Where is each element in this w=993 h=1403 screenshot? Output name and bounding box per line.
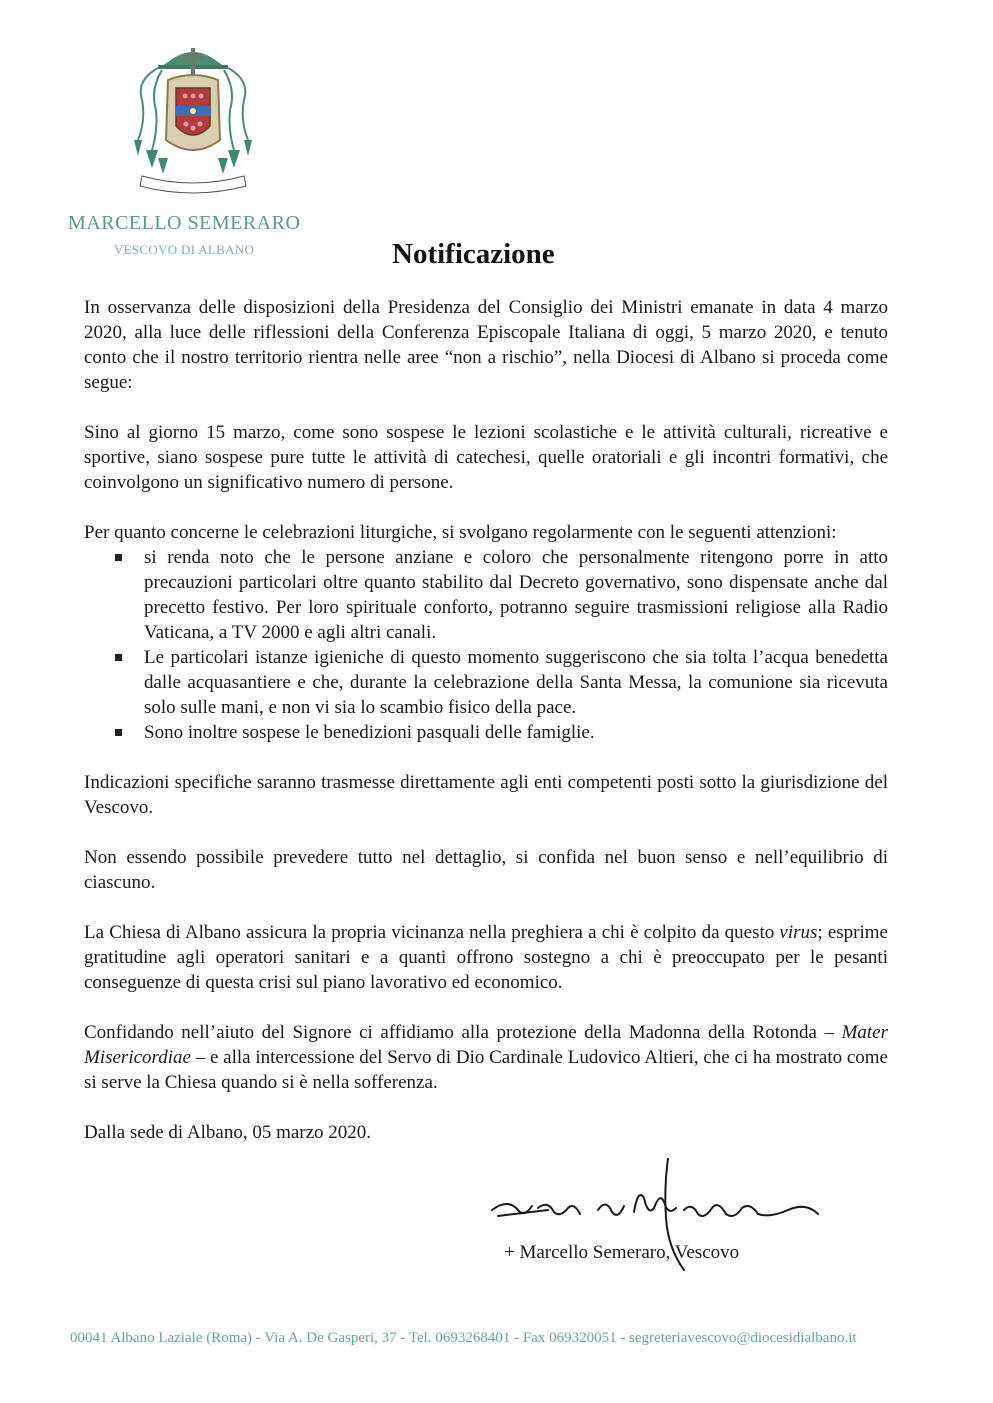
paragraph-text: Confidando nell’aiuto del Signore ci affidiamo alla protezione della Madonna della Rotonda – — [84, 1022, 842, 1043]
paragraph-text: – e alla intercessione del Servo di Dio Cardinale Ludovico Altieri, che ci ha mostrato come si serve la Chiesa quando si è nella sofferenza. — [84, 1047, 888, 1093]
document-title: Notificazione — [392, 238, 555, 270]
list-item — [84, 645, 888, 720]
sender-name: MARCELLO SEMERARO — [68, 212, 301, 234]
bullet-icon — [115, 554, 122, 561]
paragraph-suspension: Sino al giorno 15 marzo, come sono sospese le lezioni scolastiche e le attività culturali, ricreative e sportive, siano sospese pure tutte le attività di catechesi, quelle oratoriali e gli incontri formativi, che coinvolgono un significativo numero di persone. — [84, 422, 888, 493]
document-body — [84, 295, 888, 1170]
paragraph-intro: In osservanza delle disposizioni della Presidenza del Consiglio dei Ministri emanate in data 4 marzo 2020, alla luce delle riflessioni della Conferenza Episcopale Italiana di oggi, 5 marzo 2020, e tenuto conto che il nostro territorio rientra nelle aree “non a rischio”, nella Diocesi di Albano si proceda come segue: — [84, 297, 888, 393]
paragraph-indicazioni: Indicazioni specifiche saranno trasmesse direttamente agli enti competenti posti sotto la giurisdizione del Vescovo. — [84, 772, 888, 818]
list-item-text: si renda noto che le persone anziane e coloro che personalmente ritengono porre in atto precauzioni particolari oltre quanto stabilito dal Decreto governativo, sono dispensate anche dal precetto festivo. Per loro spirituale conforto, potranno seguire trasmissioni religiose alla Radio Vaticana, a TV 2000 e agli altri canali. — [144, 547, 888, 643]
list-item — [84, 545, 888, 645]
signer-name: + Marcello Semeraro, Vescovo — [504, 1242, 740, 1263]
date-line: Dalla sede di Albano, 05 marzo 2020. — [84, 1122, 372, 1143]
paragraph-chiesa — [84, 920, 888, 995]
paragraph-liturgy: Per quanto concerne le celebrazioni liturgiche, si svolgano regolarmente con le seguenti attenzioni: — [84, 522, 837, 543]
paragraph-text: ; esprime gratitudine agli operatori sanitari e a quanti offrono sostegno a chi è preoccupato per le pesanti conseguenze di questa crisi sul piano lavorativo ed economico. — [84, 922, 888, 993]
footer-address: 00041 Albano Laziale (Roma) - Via A. De Gasperi, 37 - Tel. 0693268401 - Fax 069320051 - segreteriavescovo@diocesidialbano.it — [70, 1330, 857, 1346]
list-item — [84, 720, 888, 745]
bullet-icon — [115, 729, 122, 736]
list-item-text: Sono inoltre sospese le benedizioni pasquali delle famiglie. — [144, 722, 595, 743]
paragraph-buon-senso: Non essendo possibile prevedere tutto nel dettaglio, si confida nel buon senso e nell’equilibrio di ciascuno. — [84, 847, 888, 893]
paragraph-confidando — [84, 1020, 888, 1095]
bullet-list — [84, 545, 888, 745]
paragraph-text: La Chiesa di Albano assicura la propria vicinanza nella preghiera a chi è colpito da questo — [84, 922, 780, 943]
bullet-icon — [115, 654, 122, 661]
italic-text: Mater Misericordiae — [84, 1022, 888, 1068]
italic-text: virus — [779, 922, 818, 943]
list-item-text: Le particolari istanze igieniche di questo momento suggeriscono che sia tolta l’acqua benedetta dalle acquasantiere e che, durante la celebrazione della Santa Messa, la comunione sia ricevuta solo sulle mani, e non vi sia lo scambio fisico della pace. — [144, 647, 888, 718]
coat-of-arms-logo — [128, 40, 258, 200]
sender-title: VESCOVO DI ALBANO — [114, 242, 255, 257]
